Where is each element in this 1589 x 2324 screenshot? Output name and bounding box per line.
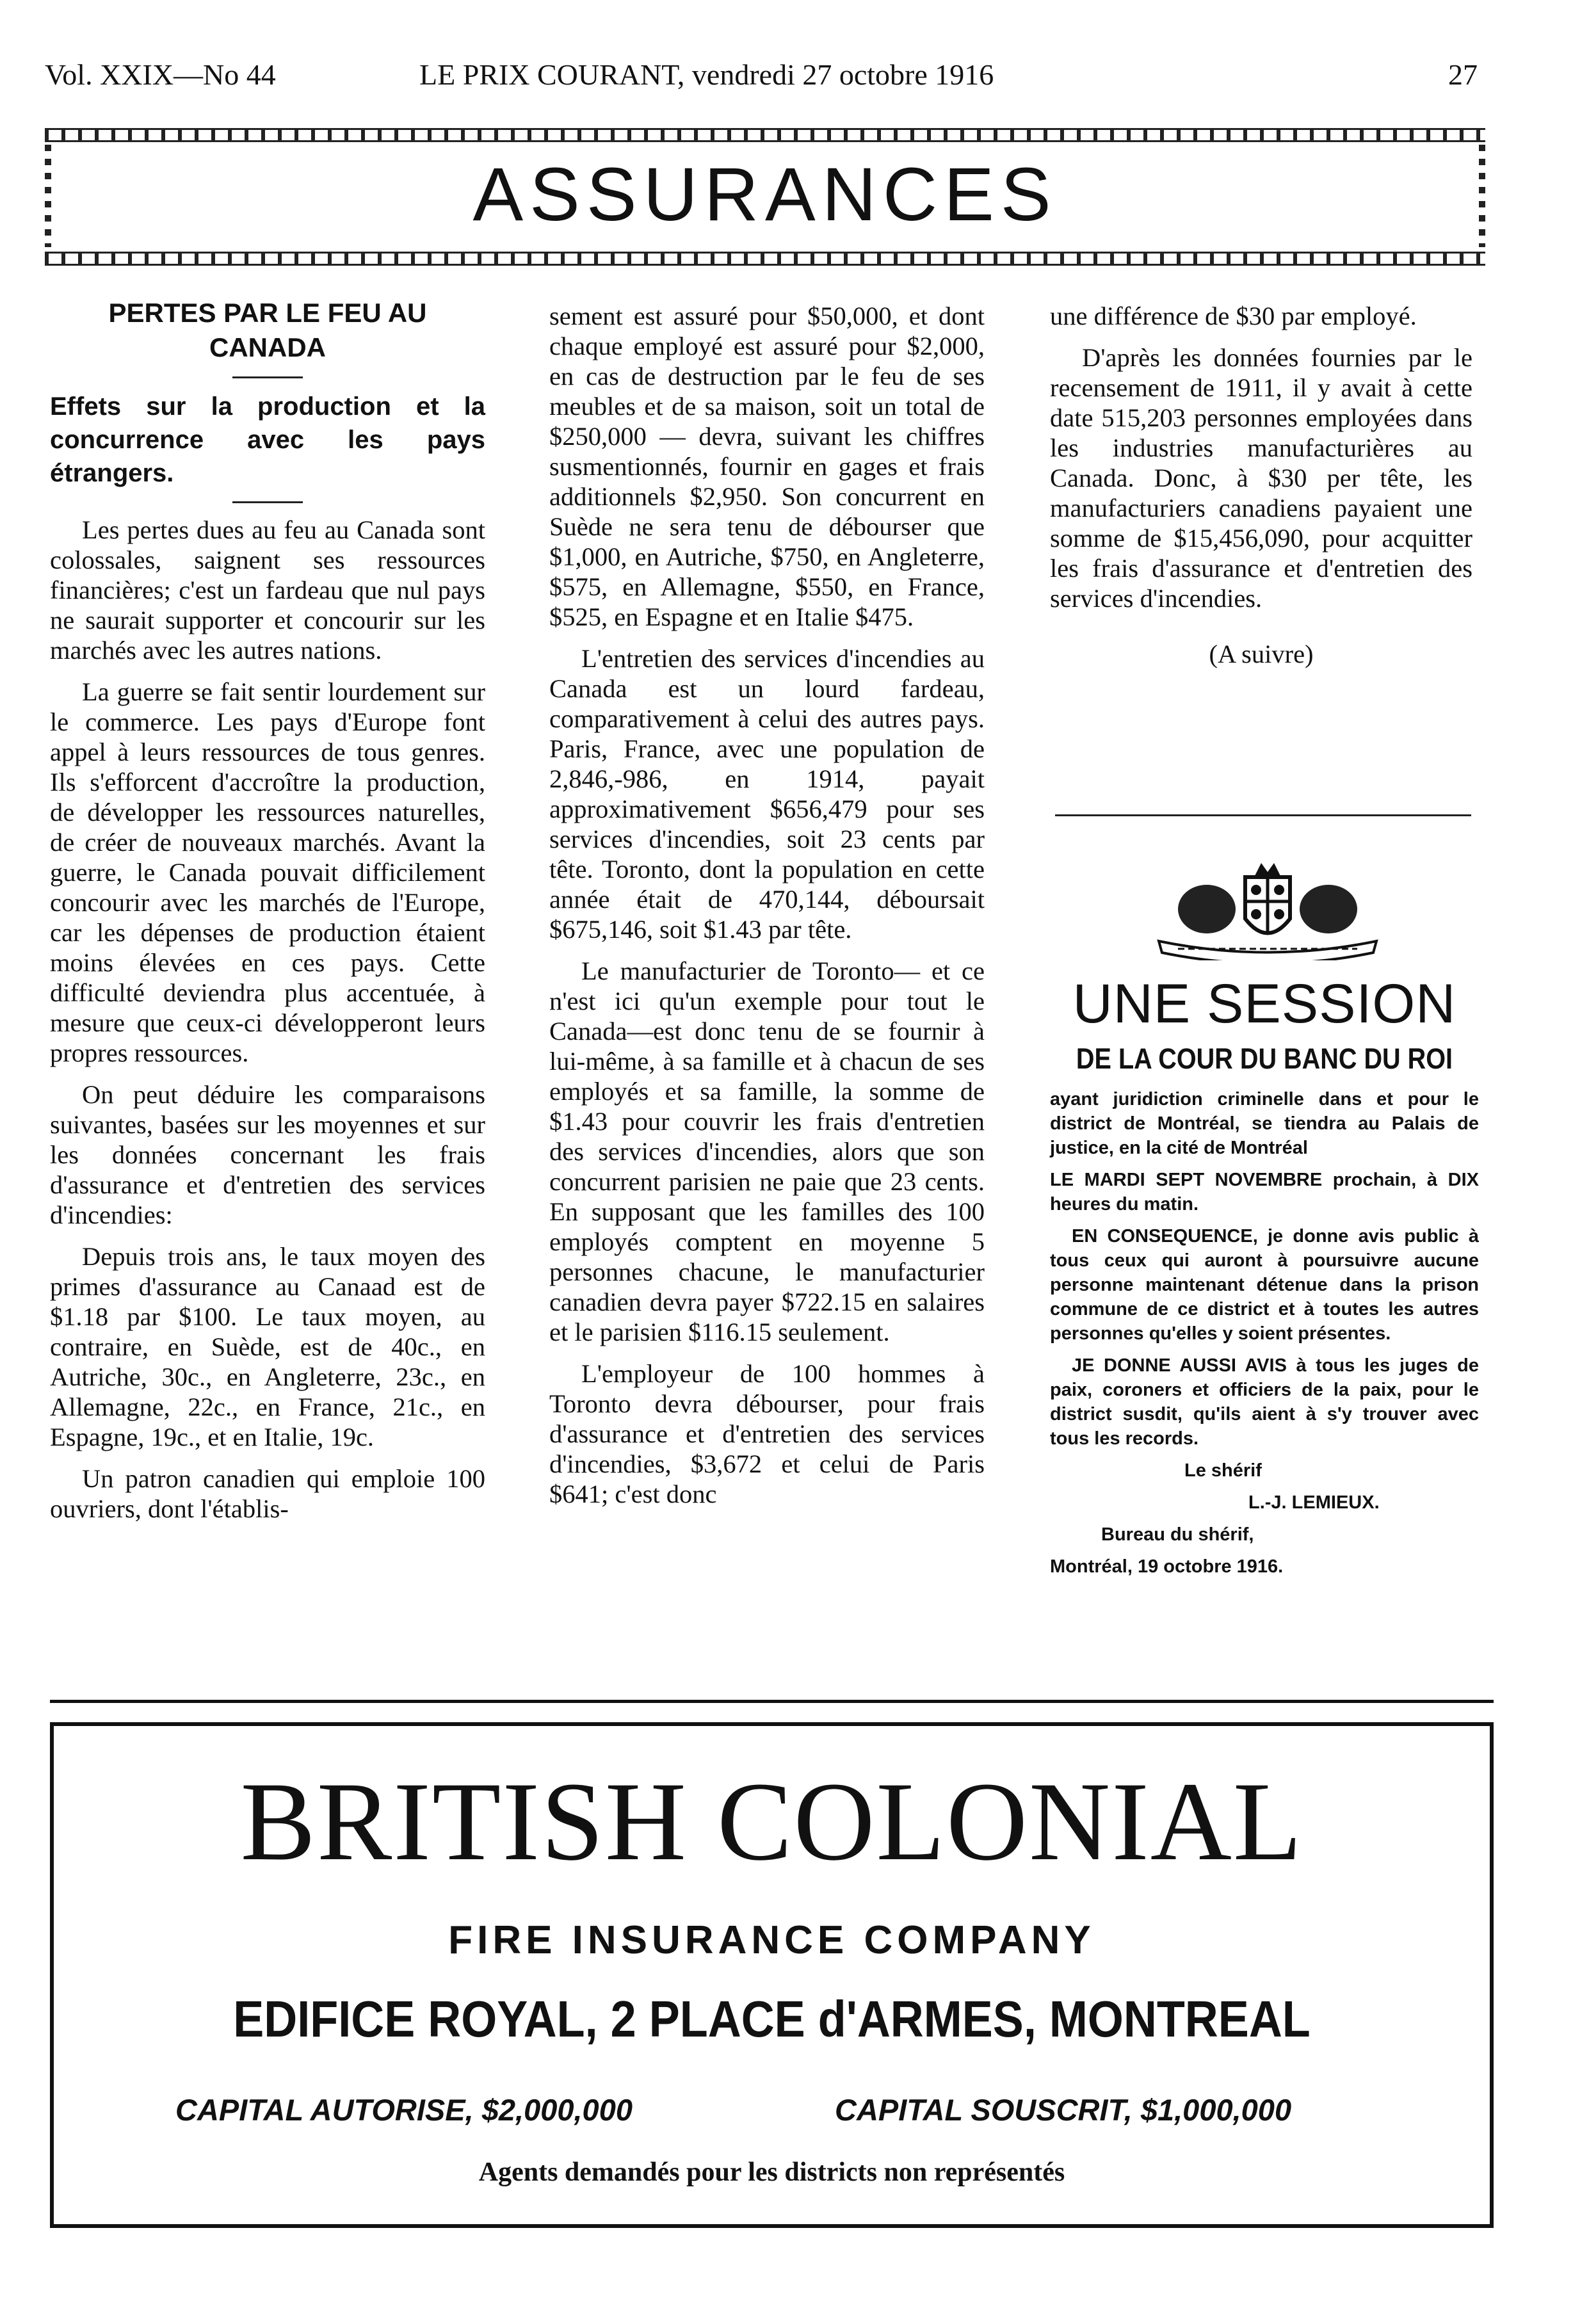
paragraph: Un patron canadien qui emploie 100 ouvriers, dont l'établis- [50, 1464, 485, 1523]
notice-body [1050, 1087, 1479, 1579]
paragraph: L'entretien des services d'incendies au Canada est un lourd fardeau, comparativement à celui des autres pays. Paris, France, avec une population de 2,846,-986, en 1914, payait approximativement $656,479 pour ses services d'incendies, soit 23 cents par tête. Toronto, dont la population en cette année était de 470,144, déboursait $675,146, soit $1.43 par tête. [549, 644, 985, 944]
ad-capital-subscribed: CAPITAL SOUSCRIT, $1,000,000 [835, 2093, 1292, 2127]
article-column-1 [50, 296, 485, 1535]
notice-paragraph: JE DONNE AUSSI AVIS à tous les juges de paix, coroners et officiers de la paix, pour le district susdit, qu'ils aient à s'y trouver avec tous les records. [1050, 1355, 1479, 1449]
ad-agents-wanted: Agents demandés pour les districts non représentés [478, 2158, 1065, 2187]
paragraph: Les pertes dues au feu au Canada sont colossales, saignent ses ressources financières; c'est un fardeau que nul pays ne saurait supporter et concourir sur les marchés avec les autres nations. [50, 515, 485, 665]
column-separator [1055, 814, 1471, 816]
paragraph: On peut déduire les comparaisons suivantes, basées sur les moyennes et sur les données concernant les frais d'assurance et d'entretien des services d'incendies: [50, 1080, 485, 1229]
banner-top-border [45, 128, 1485, 142]
paragraph: une différence de $30 par employé. [1050, 302, 1417, 330]
ad-company-name: BRITISH COLONIAL [240, 1759, 1303, 1884]
court-notice [1050, 973, 1479, 1586]
masthead: LE PRIX COURANT, vendredi 27 octobre 1916 [419, 58, 994, 91]
sheriff-office: Bureau du shérif, [1101, 1524, 1254, 1545]
paragraph: La guerre se fait sentir lourdement sur le commerce. Les pays d'Europe font appel à leurs ressources de tous genres. Ils s'efforcent d'accroître la production, de développer les ressources naturelles, de créer de nouveaux marchés. Avant la guerre, le Canada pouvait difficilement concourir avec les marchés de l'Europe, car les dépenses de production étaient moins élevées en ces pays. Cette difficulté deviendra plus accentuée, à mesure que ceux-ci développeront leurs propres ressources. [50, 677, 485, 1067]
notice-place-date: Montréal, 19 octobre 1916. [1050, 1556, 1284, 1577]
paragraph: Le manufacturier de Toronto— et ce n'est ici qu'un exemple pour tout le Canada—est donc tenu de se fournir à lui-même, à sa famille et à chacun de ses employés et sa famille, la somme de $1.43 pour couvrir les frais d'entretien des services d'incendies, alors que son concurrent parisien ne paie que 23 cents. En supposant que les familles des 100 employés comptent en moyenne 5 personnes chacune, le manufacturier canadien devra payer $722.15 en salaires et le parisien $116.15 seulement. [549, 956, 985, 1346]
divider [232, 501, 303, 503]
ad-address: EDIFICE ROYAL, 2 PLACE d'ARMES, MONTREAL [233, 1990, 1311, 2047]
advertisement-top-rule [50, 1700, 1494, 1703]
page-number: 27 [1448, 58, 1478, 91]
banner-bottom-border [45, 252, 1485, 266]
notice-paragraph: EN CONSEQUENCE, je donne avis public à tous ceux qui auront à poursuivre aucune personne maintenant détenue dans la prison commune de ce district et à toutes les autres personnes qu'elles y soient présentes. [1050, 1226, 1479, 1344]
ad-capital-authorized: CAPITAL AUTORISE, $2,000,000 [175, 2093, 633, 2127]
ad-company-line: FIRE INSURANCE COMPANY [448, 1918, 1095, 1962]
article-title: PERTES PAR LE FEU AU CANADA [108, 298, 427, 362]
coat-of-arms-emblem [1146, 858, 1389, 960]
continued-note: (A suivre) [1209, 640, 1314, 668]
paragraph: L'employeur de 100 hommes à Toronto devra débourser, pour frais d'assurance et d'entretien des services d'incendies, $3,672 et celui de Paris $641; c'est donc [549, 1359, 985, 1508]
signature-name: L.-J. LEMIEUX. [1248, 1492, 1380, 1513]
paragraph: sement est assuré pour $50,000, et dont chaque employé est assuré pour $2,000, en cas de destruction par le feu de ses meubles et de sa maison, soit un total de $250,000 — devra, suivant les chiffres susmentionnés, fournir en gages et frais additionnels $2,950. Son concurrent en Suède ne sera tenu de débourser que $1,000, en Autriche, $750, en Angleterre, $575, en Allemagne, $550, en France, $525, en Espagne et en Italie $475. [549, 302, 985, 631]
notice-paragraph: LE MARDI SEPT NOVEMBRE prochain, à DIX heures du matin. [1050, 1170, 1479, 1214]
paragraph: D'après les données fournies par le recensement de 1911, il y avait à cette date 515,203 personnes employées dans les industries manufacturières au Canada. Donc, à $30 per tête, les manufacturiers canadiens payaient une somme de $15,456,090, pour acquitter les frais d'assurance et d'entretien des services d'incendies. [1050, 343, 1472, 613]
volume-number: Vol. XXIX—No 44 [45, 58, 276, 91]
notice-title: UNE SESSION [1072, 973, 1456, 1035]
advertisement-box [50, 1722, 1494, 2228]
paragraph: Depuis trois ans, le taux moyen des primes d'assurance au Canaad est de $1.18 par $100. Le taux moyen, au contraire, en Suède, est de 40c., en Autriche, 30c., en Angleterre, 23c., en Allemagne, 22c., en France, 21c., en Espagne, 19c., et en Italie, 19c. [50, 1242, 485, 1451]
article-column-2 [549, 301, 985, 1521]
divider [232, 376, 303, 378]
article-column-3 [1050, 301, 1472, 681]
signature-title: Le shérif [1184, 1460, 1262, 1481]
section-banner [45, 128, 1485, 266]
section-title: ASSURANCES [472, 152, 1058, 237]
notice-paragraph: ayant juridiction criminelle dans et pour le district de Montréal, se tiendra au Palais de justice, en la cité de Montréal [1050, 1089, 1479, 1158]
notice-subtitle: DE LA COUR DU BANC DU ROI [1076, 1042, 1453, 1075]
article-subtitle: Effets sur la production et la concurrence avec les pays étrangers. [50, 392, 485, 487]
